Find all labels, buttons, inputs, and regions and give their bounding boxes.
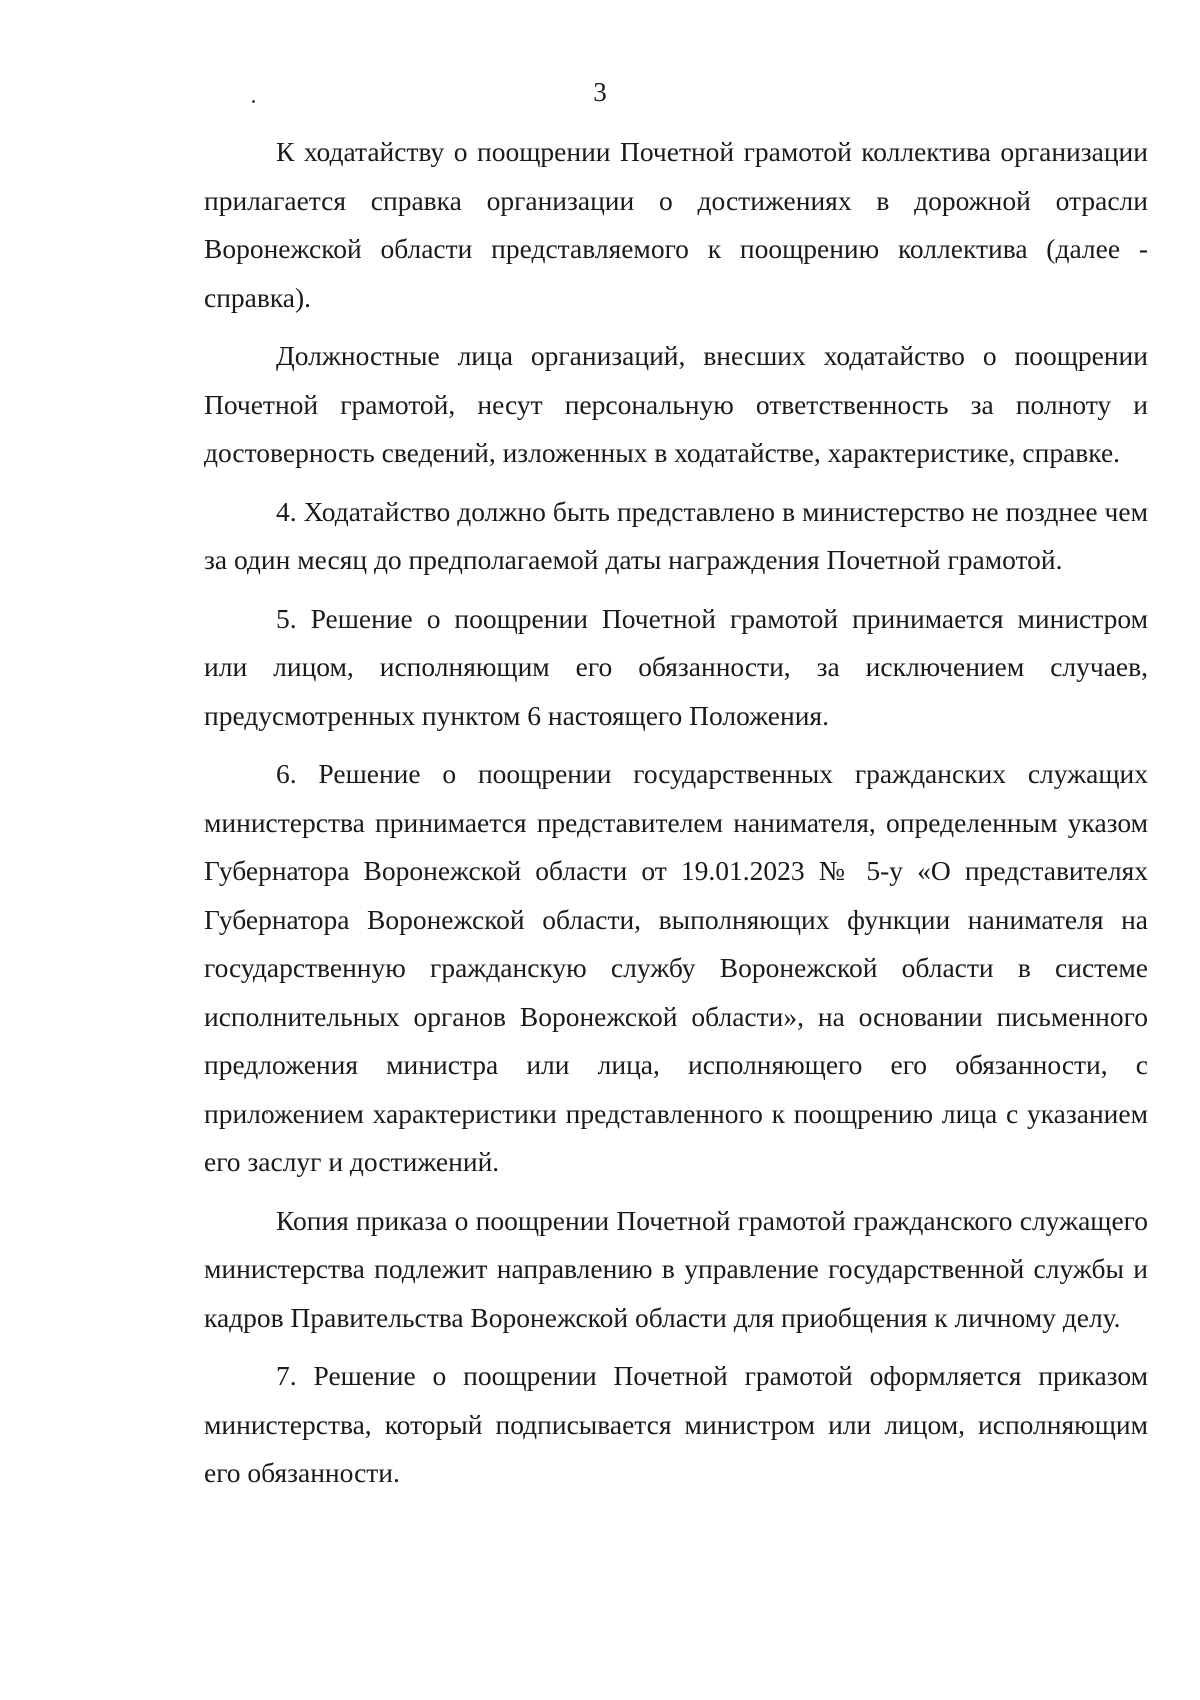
paragraph-item-7-order: 7. Решение о поощрении Почетной грамотой оформляется приказом министерства, который подписывается министром или лицом, исполняющим его обязанности. bbox=[204, 1360, 1148, 1488]
paragraph-item-6-civil-servants: 6. Решение о поощрении государственных гражданских служащих министерства принимается представителем нанимателя, определенным указом Губернатора Воронежской области от 19.01.2023 № 5-у «О представителях Губернатора Воронежской области, выполняющих функции нанимателя на государственную гражданскую службу Воронежской области в системе исполнительных органов Воронежской области», на основании письменного предложения министра или лица, исполняющего его обязанности, с приложением характеристики представленного к поощрению лица с указанием его заслуг и достижений. bbox=[204, 758, 1148, 1177]
document-body bbox=[204, 128, 1148, 1508]
paragraph-officials-responsibility: Должностные лица организаций, внесших ходатайство о поощрении Почетной грамотой, несут персональную ответственность за полноту и достоверность сведений, изложенных в ходатайстве, характеристике, справке. bbox=[204, 340, 1148, 468]
page-number: 3 bbox=[593, 77, 607, 107]
paragraph-item-5-decision: 5. Решение о поощрении Почетной грамотой принимается министром или лицом, исполняющим его обязанности, за исключением случаев, предусмотренных пунктом 6 настоящего Положения. bbox=[204, 602, 1148, 731]
paragraph-item-4-deadline: 4. Ходатайство должно быть представлено в министерство не позднее чем за один месяц до предполагаемой даты награждения Почетной грамотой. bbox=[204, 495, 1148, 575]
paragraph-attachment-certificate: К ходатайству о поощрении Почетной грамотой коллектива организации прилагается справка организации о достижениях в дорожной отрасли Воронежской области представляемого к поощрению коллектива (далее - справка). bbox=[204, 136, 1148, 313]
paragraph-order-copy: Копия приказа о поощрении Почетной грамотой гражданского служащего министерства подлежит направлению в управление государственной службы и кадров Правительства Воронежской области для приобщения к личному делу. bbox=[204, 1204, 1148, 1333]
